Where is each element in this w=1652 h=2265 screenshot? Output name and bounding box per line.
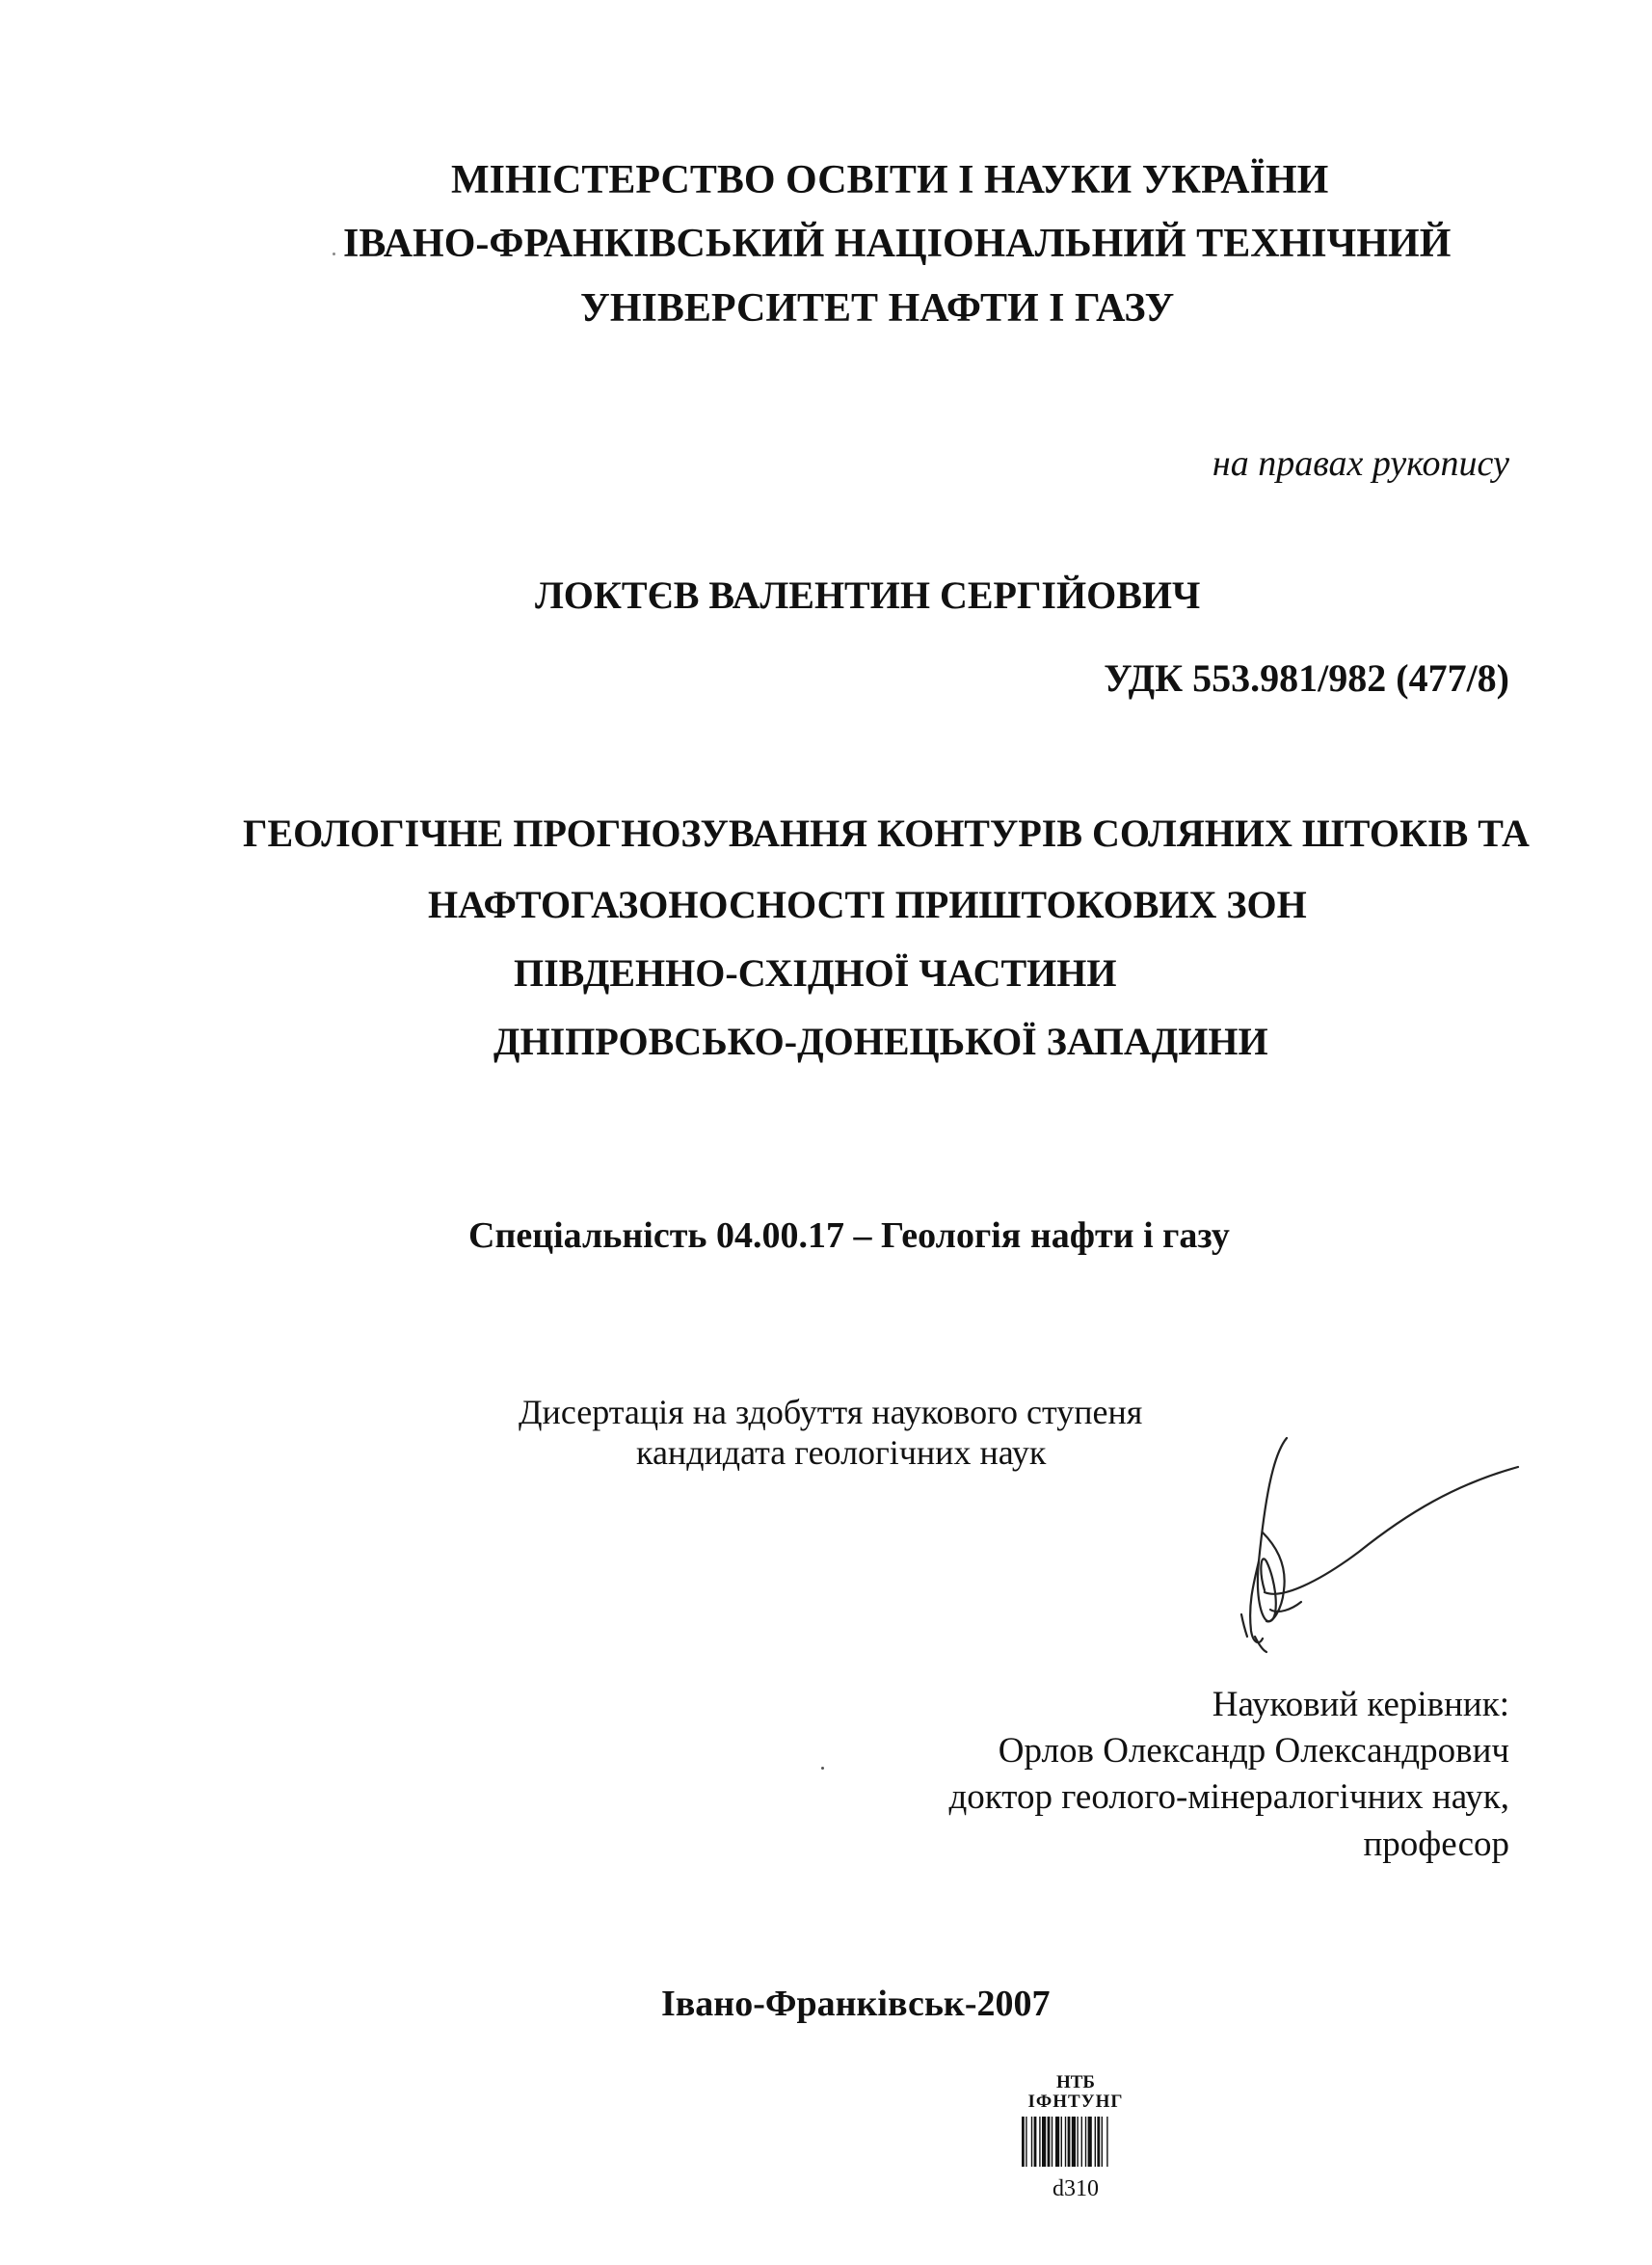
ministry-line-2: ІВАНО-ФРАНКІВСЬКИЙ НАЦІОНАЛЬНИЙ ТЕХНІЧНИЙ bbox=[343, 222, 1452, 266]
author-name: ЛОКТЄВ ВАЛЕНТИН СЕРГІЙОВИЧ bbox=[535, 573, 1201, 617]
ministry-line-3: УНІВЕРСИТЕТ НАФТИ І ГАЗУ bbox=[580, 286, 1175, 331]
supervisor-label: Науковий керівник: bbox=[1212, 1685, 1509, 1724]
supervisor-name: Орлов Олександр Олександрович bbox=[998, 1731, 1509, 1771]
supervisor-title: професор bbox=[1363, 1825, 1509, 1864]
scan-speck bbox=[333, 253, 335, 255]
dissertation-line-1: Дисертація на здобуття наукового ступеня bbox=[519, 1393, 1143, 1431]
stamp-code: d310 bbox=[1052, 2176, 1099, 2201]
manuscript-note: на правах рукопису bbox=[1212, 443, 1509, 484]
city-year: Івано-Франківськ-2007 bbox=[661, 1984, 1051, 2024]
barcode bbox=[1022, 2117, 1130, 2167]
scan-speck bbox=[821, 1767, 824, 1770]
signature bbox=[1195, 1417, 1523, 1667]
stamp-line-1: НТБ bbox=[1055, 2072, 1095, 2092]
title-line-3: ПІВДЕННО-СХІДНОЇ ЧАСТИНИ bbox=[514, 951, 1117, 995]
stamp-line-2: ІФНТУНГ bbox=[1027, 2092, 1124, 2112]
supervisor-degree: доктор геолого-мінералогічних наук, bbox=[948, 1777, 1509, 1817]
ministry-line-1: МІНІСТЕРСТВО ОСВІТИ І НАУКИ УКРАЇНИ bbox=[451, 158, 1329, 202]
title-line-2: НАФТОГАЗОНОСНОСТІ ПРИШТОКОВИХ ЗОН bbox=[428, 883, 1307, 926]
title-line-1: ГЕОЛОГІЧНЕ ПРОГНОЗУВАННЯ КОНТУРІВ СОЛЯНИХ ШТОКІВ ТА bbox=[243, 812, 1530, 855]
title-line-4: ДНІПРОВСЬКО-ДОНЕЦЬКОЇ ЗАПАДИНИ bbox=[493, 1020, 1268, 1063]
dissertation-line-2: кандидата геологічних наук bbox=[636, 1433, 1047, 1472]
specialty: Спеціальність 04.00.17 – Геологія нафти і газу bbox=[468, 1215, 1230, 1256]
library-stamp bbox=[1014, 2072, 1137, 2217]
udc-code: УДК 553.981/982 (477/8) bbox=[1104, 656, 1509, 700]
